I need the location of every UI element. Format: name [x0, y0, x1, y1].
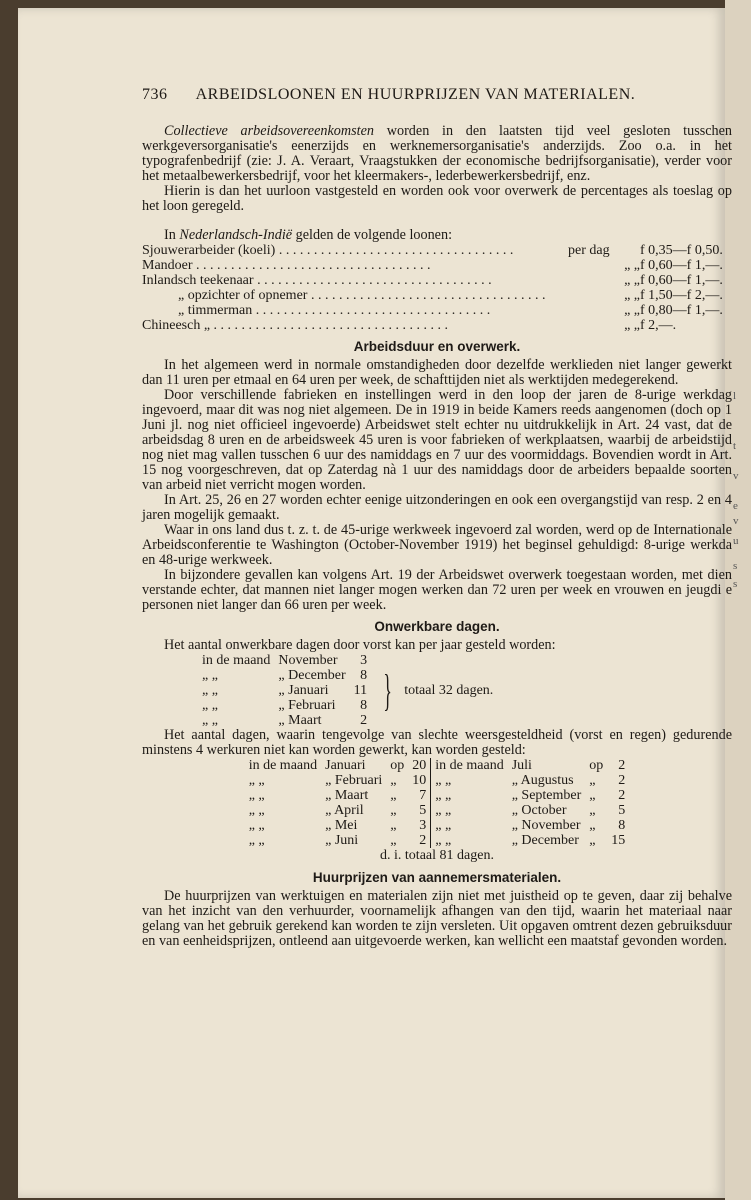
- paragraph: In bijzondere gevallen kan volgens Art. 19 der Arbeidswet overwerk toegestaan worden, met dien verstande echter, dat mannen niet langer mogen werken dan 72 uren per week en vrouwen en jeugdi e personen niet langer dan 66 uren per week.: [142, 567, 732, 613]
- table-row: [431, 758, 629, 773]
- intro-paragraph: [142, 124, 732, 184]
- frost-days-table: [198, 653, 371, 728]
- table-cell: 2: [360, 713, 368, 728]
- table-row: [431, 803, 629, 818]
- table-cell: „ „: [435, 788, 452, 803]
- table-cell: 8: [618, 818, 626, 833]
- table-cell: „ Mei: [325, 818, 358, 833]
- table-row: [198, 713, 371, 728]
- table-row: [431, 833, 629, 848]
- table-row: [431, 773, 629, 788]
- paragraph-text: worden in den laatsten tijd veel gesloten tusschen werkgeversorganisatie's eenerzijds en werknemersorganisatie's anderzijds. Zoo o.a. in het typografenbedrijf (zie: J. A. Veraart, Vraagstukken der economische bedrijfsorganisatie), verder voor het metaalbewerkersbedrijf, voor het kleermakers-, lederbewerkersbedrijf, enz.: [142, 123, 733, 184]
- paragraph: Waar in ons land dus t. z. t. de 45-urige werkweek ingevoerd zal worden, werd op de Internationale Arbeidsconferentie te Washington (October-November 1919) het beginsel gehuldigd: 8-urige werkda en 48-urige werkweek.: [142, 522, 732, 568]
- weather-days-right-table: [431, 758, 629, 848]
- table-cell: 8: [360, 668, 368, 683]
- table-cell: „ „: [248, 773, 265, 788]
- table-cell: 2: [618, 788, 626, 803]
- table-cell: „ „: [435, 803, 452, 818]
- table-cell: „ December: [511, 833, 579, 848]
- wage-amount: f 0,80—f 1,—.: [640, 303, 723, 318]
- weather-days-block: [142, 758, 732, 848]
- table-cell: op: [390, 758, 405, 773]
- paragraph: In het algemeen werd in normale omstandigheden door dezelfde werklieden niet langer gewerkt dan 11 uren per etmaal en 64 uren per week, de schafttijden niet als werktijden medegerekend.: [142, 357, 732, 388]
- frost-days-block: [198, 653, 732, 728]
- table-cell: 8: [360, 698, 368, 713]
- section-heading: Onwerkbare dagen.: [374, 619, 500, 634]
- wage-row: [142, 303, 732, 318]
- italic-term: Nederlandsch-Indië: [179, 227, 293, 243]
- wage-row: [142, 243, 732, 258]
- table-cell: in de maand: [248, 758, 318, 773]
- wage-label: „ timmerman . . .: [142, 303, 568, 318]
- running-header: [142, 86, 732, 104]
- table-cell: „ „: [248, 788, 265, 803]
- table-cell: „: [589, 788, 596, 803]
- table-row: [198, 698, 371, 713]
- table-cell: „ „: [435, 818, 452, 833]
- table-cell: „: [390, 818, 397, 833]
- edge-letter: v: [733, 515, 739, 527]
- wage-row: [142, 318, 732, 333]
- wage-period: „ „: [624, 318, 640, 333]
- table-cell: 7: [419, 788, 427, 803]
- table-cell: 2: [419, 833, 427, 848]
- wage-row: [142, 288, 732, 303]
- weather-days-left-table: [245, 758, 432, 848]
- table-cell: „ „: [202, 713, 218, 728]
- table-cell: „ April: [325, 803, 364, 818]
- table-cell: Juli: [511, 758, 532, 773]
- wage-label: Inlandsch teekenaar . . .: [142, 273, 568, 288]
- edge-letter: e: [733, 500, 738, 512]
- table-row: [245, 758, 431, 773]
- edge-letter: v: [733, 470, 739, 482]
- table-cell: „: [390, 803, 397, 818]
- table-cell: „ „: [248, 803, 265, 818]
- table-cell: „ Februari: [278, 698, 336, 713]
- table-cell: 5: [419, 803, 427, 818]
- table-cell: 2: [618, 758, 626, 773]
- table-cell: „ Januari: [278, 683, 329, 698]
- wage-amount: f 1,50—f 2,—.: [640, 288, 723, 303]
- paragraph: De huurprijzen van werktuigen en materialen zijn niet met juistheid op te geven, daar zij behalve van het inzicht van den verhuurder, voornamelijk afhangen van den tijd, waarin het materiaal naar gelang van het gebruik gerekend kan worden te zijn versleten. Uit opgaven omtrent dezen gebruiksduur en van eenheidsprijzen, ontleend aan uitgevoerde werken, kan wellicht een maatstaf gevonden worden.: [142, 888, 732, 949]
- paragraph: Door verschillende fabrieken en instellingen werd in den loop der jaren de 8-urige werkdag ingevoerd, maar dit was nog niet algemeen. De in 1919 in beide Kamers reeds aangenomen (doch op 1 Juni jl. nog niet officieel ingevoerde) Arbeidswet stelt echter nu uitdrukkelijk in Art. 24 vast, dat de arbeidsdag 8 uren en de arbeidsweek 45 uren is voor fabrieken of werkplaatsen, waarbij de arbeidstijd nog niet mag vallen tusschen 6 uur des namiddags en 7 uur des voormiddags. Bovendien wordt in Art. 15 nog voorgeschreven, dat op Zaterdag nà 1 uur des namiddags door de arbeiders bepaalde soorten van arbeid niet verricht mogen worden.: [142, 387, 732, 493]
- table-row: [245, 818, 431, 833]
- intro-paragraph-2: Hierin is dan het uurloon vastgesteld en worden ook voor overwerk de percentages als toeslag op het loon geregeld.: [142, 183, 732, 214]
- table-cell: 5: [618, 803, 626, 818]
- italic-term: Collectieve arbeidsovereenkomsten: [164, 123, 374, 139]
- table-cell: 20: [412, 758, 427, 773]
- table-cell: „ „: [248, 833, 265, 848]
- table-cell: „ „: [202, 668, 218, 683]
- table-cell: „: [390, 833, 397, 848]
- table-cell: „: [589, 833, 596, 848]
- table-cell: „ „: [435, 773, 452, 788]
- indie-intro: [142, 228, 732, 243]
- page-number: 736: [142, 86, 168, 103]
- table-cell: in de maand: [202, 653, 271, 668]
- wage-list: [142, 243, 732, 333]
- wage-period: „ „: [624, 288, 640, 303]
- edge-letter: u: [733, 535, 739, 547]
- wage-period: „ „: [624, 303, 640, 318]
- table-cell: „ Augustus: [511, 773, 574, 788]
- text: In: [164, 227, 176, 243]
- table-cell: „: [589, 803, 596, 818]
- edge-letter: l: [733, 390, 737, 402]
- table-row: [245, 788, 431, 803]
- table-cell: 10: [412, 773, 427, 788]
- wage-row: [142, 258, 732, 273]
- table-cell: op: [589, 758, 604, 773]
- table-cell: „: [390, 773, 397, 788]
- table-cell: „ „: [202, 698, 218, 713]
- table-cell: „: [589, 818, 596, 833]
- table-row: [198, 653, 371, 668]
- wage-label: Mandoer . . .: [142, 258, 568, 273]
- table-cell: Januari: [325, 758, 366, 773]
- section-heading: Huurprijzen van aannemersmaterialen.: [312, 870, 562, 885]
- paragraph: Het aantal onwerkbare dagen door vorst kan per jaar gesteld worden:: [164, 637, 556, 653]
- table-cell: „ Maart: [278, 713, 322, 728]
- table-cell: „ „: [248, 818, 265, 833]
- edge-letter: s: [733, 578, 738, 590]
- wage-label: Sjouwerarbeider (koeli) . . .: [142, 243, 568, 258]
- wage-row: [142, 273, 732, 288]
- table-row: [245, 773, 431, 788]
- table-cell: in de maand: [435, 758, 504, 773]
- table-cell: „ December: [278, 668, 346, 683]
- wage-amount: f 0,35—f 0,50.: [640, 243, 723, 258]
- table-cell: 11: [353, 683, 368, 698]
- table-row: [245, 833, 431, 848]
- table-cell: 3: [419, 818, 427, 833]
- table-cell: 15: [611, 833, 626, 848]
- table-cell: „: [589, 773, 596, 788]
- table-cell: „ Juni: [325, 833, 359, 848]
- paragraph: In Art. 25, 26 en 27 worden echter eenige uitzonderingen en ook een overgangstijd van resp. 2 en 4 jaren mogelijk gemaakt.: [142, 492, 732, 523]
- total-label: totaal 32 dagen.: [404, 682, 494, 698]
- main-content: [142, 124, 732, 949]
- edge-letter: t: [733, 440, 737, 452]
- page-title: ARBEIDSLOONEN EN HUURPRIJZEN VAN MATERIALEN.: [195, 86, 636, 103]
- table-cell: „ October: [511, 803, 567, 818]
- wage-amount: f 0,60—f 1,—.: [640, 273, 723, 288]
- wage-label: „ opzichter of opnemer . . .: [142, 288, 568, 303]
- wage-period: „ „: [624, 258, 640, 273]
- brace: }: [383, 665, 392, 715]
- total-label: d. i. totaal 81 dagen.: [380, 848, 494, 863]
- table-cell: „ „: [435, 833, 452, 848]
- table-row: [198, 668, 371, 683]
- table-cell: 2: [618, 773, 626, 788]
- edge-letter: s: [733, 560, 738, 572]
- table-row: [198, 683, 371, 698]
- table-cell: „ November: [511, 818, 581, 833]
- wage-label: Chineesch „ . . .: [142, 318, 568, 333]
- text: gelden de volgende loonen:: [295, 227, 453, 243]
- wage-period: per dag: [568, 243, 610, 258]
- table-cell: „ „: [202, 683, 218, 698]
- paragraph: Het aantal dagen, waarin tengevolge van slechte weersgesteldheid (vorst en regen) gedurende minstens 4 werkuren niet kan worden gewerkt, kan worden gesteld:: [142, 727, 732, 758]
- table-cell: „: [390, 788, 397, 803]
- section-heading: Arbeidsduur en overwerk.: [353, 339, 521, 354]
- table-cell: „ September: [511, 788, 582, 803]
- table-row: [431, 788, 629, 803]
- table-cell: „ Maart: [325, 788, 369, 803]
- wage-period: „ „: [624, 273, 640, 288]
- wage-amount: f 0,60—f 1,—.: [640, 258, 723, 273]
- wage-amount: f 2,—.: [640, 318, 677, 333]
- table-cell: November: [278, 653, 338, 668]
- table-row: [245, 803, 431, 818]
- table-row: [431, 818, 629, 833]
- table-cell: 3: [360, 653, 368, 668]
- table-cell: „ Februari: [325, 773, 383, 788]
